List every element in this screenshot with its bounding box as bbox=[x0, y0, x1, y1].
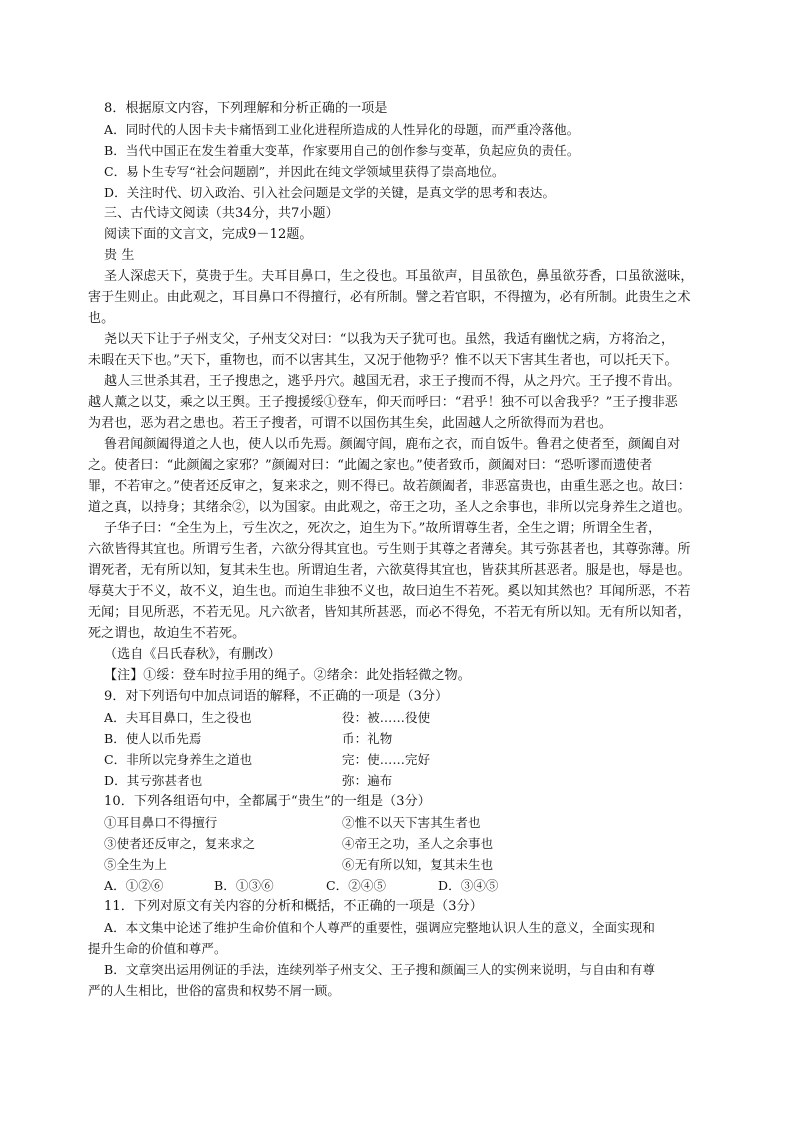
q8-option-c: C．易卜生专写“社会问题剧”，并因此在纯文学领域里获得了崇高地位。 bbox=[104, 164, 505, 179]
passage-line: 子华子曰：“全生为上，亏生次之，死次之，迫生为下。”故所谓尊生者，全生之谓；所谓全生者， bbox=[104, 521, 662, 536]
passage-line: 尧以天下让于子州支父，子州支父对曰：“以我为天子犹可也。虽然，我适有幽忧之病，方将治之， bbox=[104, 332, 675, 347]
q10-item: ①耳目鼻口不得擅行 bbox=[104, 815, 218, 830]
q11-option-a-cont: 提升生命的价值和尊严。 bbox=[88, 941, 227, 956]
q9-option-c-gloss: 完：使……完好 bbox=[342, 752, 431, 767]
passage-line: 鲁君闻颜阖得道之人也，使人以币先焉。颜阖守闾，鹿布之衣，而自饭牛。鲁君之使者至，颜阖自对 bbox=[104, 437, 681, 452]
passage-line: 辱莫大于不义，故不义，迫生也。而迫生非独不义也，故曰迫生不若死。奚以知其然也？耳闻所恶，不若 bbox=[88, 584, 691, 599]
q10-choice-a: A．①②⑥ bbox=[104, 878, 164, 893]
q9-option-a-sentence: A．夫耳目鼻口，生之役也 bbox=[104, 710, 252, 725]
q11-option-a: A．本文集中论述了维护生命价值和个人尊严的重要性，强调应完整地认识人生的意义，全面实现和 bbox=[104, 920, 655, 935]
q10-item: ⑤全生为上 bbox=[104, 857, 168, 872]
q10-choice-b: B．①③⑥ bbox=[214, 878, 274, 893]
passage-line: 越人薰之以艾，乘之以王舆。王子搜援绥①登车，仰天而呼曰：“君乎！独不可以舍我乎？”王子搜非恶 bbox=[88, 395, 678, 410]
q8-option-a: A．同时代的人因卡夫卡痛悟到工业化进程所造成的人性异化的母题，而严重冷落他。 bbox=[104, 122, 580, 137]
q10-item: ④帝王之功，圣人之余事也 bbox=[342, 836, 494, 851]
q9-option-a-gloss: 役：被……役使 bbox=[342, 710, 431, 725]
q10-item: ②惟不以天下害其生者也 bbox=[342, 815, 481, 830]
passage-line: 罪，不若审之。”使者还反审之，复来求之，则不得已。故若颜阖者，非恶富贵也，由重生恶之也。故曰： bbox=[88, 479, 691, 494]
passage-source: （选自《吕氏春秋》，有删改） bbox=[104, 647, 281, 662]
passage-line: 为君也，恶为君之患也。若王子搜者，可谓不以国伤其生矣，此固越人之所欲得而为君也。 bbox=[88, 416, 613, 431]
q8-option-d: D．关注时代、切入政治、引入社会问题是文学的关键，是真文学的思考和表达。 bbox=[104, 185, 556, 200]
q10-stem: 10．下列各组语句中，全都属于“贵生”的一组是（3分） bbox=[104, 794, 431, 809]
passage-line: 死之谓也，故迫生不若死。 bbox=[88, 626, 246, 641]
passage-line: 六欲皆得其宜也。所谓亏生者，六欲分得其宜也。亏生则于其尊之者薄矣。其亏弥甚者也，其尊弥薄。所 bbox=[88, 542, 691, 557]
passage-line: 越人三世杀其君，王子搜患之，逃乎丹穴。越国无君，求王子搜而不得，从之丹穴。王子搜不肯出。 bbox=[104, 374, 681, 389]
section-instruction: 阅读下面的文言文，完成9－12题。 bbox=[104, 227, 313, 242]
q9-option-b-gloss: 币：礼物 bbox=[342, 731, 393, 746]
passage-line: 无闻；目见所恶，不若无见。凡六欲者，皆知其所甚恶，而必不得免，不若无有所以知。无有所以知者， bbox=[88, 605, 691, 620]
passage-line: 圣人深虑天下，莫贵于生。夫耳目鼻口，生之役也。耳虽欲声，目虽欲色，鼻虽欲芬香，口虽欲滋味， bbox=[104, 269, 694, 284]
passage-line: 道之真，以持身；其绪余②，以为国家。由此观之，帝王之功，圣人之余事也，非所以完身养生之道也。 bbox=[88, 500, 691, 515]
q11-option-b-cont: 严的人生相比，世俗的富贵和权势不屑一顾。 bbox=[88, 983, 341, 998]
q8-stem: 8．根据原文内容，下列理解和分析正确的一项是 bbox=[104, 101, 388, 116]
q10-choice-d: D．③④⑤ bbox=[438, 878, 499, 893]
q9-option-d-gloss: 弥：遍布 bbox=[342, 773, 393, 788]
section-heading: 三、古代诗文阅读（共34分，共7小题） bbox=[104, 206, 339, 221]
passage-title: 贵 生 bbox=[104, 248, 135, 263]
passage-line: 未暇在天下也。”天下，重物也，而不以害其生，又况于他物乎？惟不以天下害其生者也，可以托天下。 bbox=[88, 353, 678, 368]
q9-option-d-sentence: D．其亏弥甚者也 bbox=[104, 773, 203, 788]
q8-option-b: B．当代中国正在发生着重大变革，作家要用自己的创作参与变革，负起应负的责任。 bbox=[104, 143, 580, 158]
q10-item: ⑥无有所以知，复其未生也 bbox=[342, 857, 494, 872]
passage-line: 也。 bbox=[88, 311, 115, 326]
q9-option-b-sentence: B．使人以币先焉 bbox=[104, 731, 202, 746]
q11-stem: 11．下列对原文有关内容的分析和概括，不正确的一项是（3分） bbox=[104, 899, 483, 914]
passage-line: 害于生则止。由此观之，耳目鼻口不得擅行，必有所制。譬之若官职，不得擅为，必有所制。此贵生之术 bbox=[88, 290, 691, 305]
q9-stem: 9．对下列语句中加点词语的解释，不正确的一项是（3分） bbox=[104, 689, 449, 704]
passage-line: 之。使者曰：“此颜阖之家邪？”颜阖对曰：“此阖之家也。”使者致币，颜阖对曰：“恐听谬而遗使者 bbox=[88, 458, 653, 473]
q10-item: ③使者还反审之，复来求之 bbox=[104, 836, 256, 851]
q9-option-c-sentence: C．非所以完身养生之道也 bbox=[104, 752, 253, 767]
passage-note: 【注】①绥：登车时拉手用的绳子。②绪余：此处指轻微之物。 bbox=[104, 668, 471, 683]
passage-line: 谓死者，无有所以知，复其未生也。所谓迫生者，六欲莫得其宜也，皆获其所甚恶者。服是也，辱是也。 bbox=[88, 563, 691, 578]
q11-option-b: B．文章突出运用例证的手法，连续列举子州支父、王子搜和颜阖三人的实例来说明，与自由和有尊 bbox=[104, 962, 656, 977]
q10-choice-c: C．②④⑤ bbox=[326, 878, 387, 893]
